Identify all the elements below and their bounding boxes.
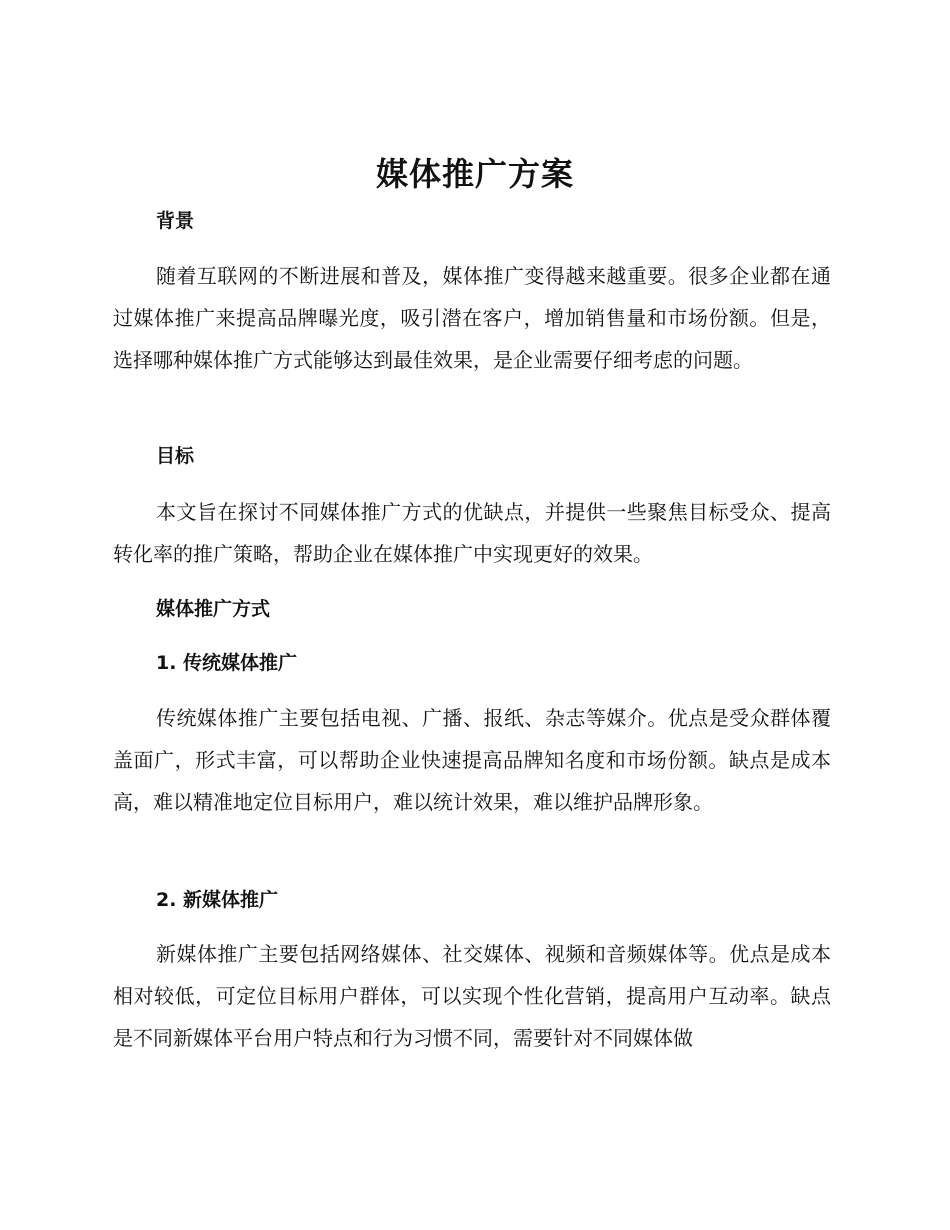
heading-new-media: 2. 新媒体推广 <box>156 889 279 911</box>
heading-traditional-media: 1. 传统媒体推广 <box>156 652 298 674</box>
paragraph-background: 随着互联网的不断进展和普及，媒体推广变得越来越重要。很多企业都在通过媒体推广来提高品牌曝光度，吸引潜在客户，增加销售量和市场份额。但是，选择哪种媒体推广方式能够达到最佳效果，是企业需要仔细考虑的问题。 <box>113 264 831 372</box>
heading-goal: 目标 <box>156 445 195 467</box>
paragraph-goal: 本文旨在探讨不同媒体推广方式的优缺点，并提供一些聚焦目标受众、提高转化率的推广策略，帮助企业在媒体推广中实现更好的效果。 <box>113 500 831 566</box>
paragraph-new-media: 新媒体推广主要包括网络媒体、社交媒体、视频和音频媒体等。优点是成本相对较低，可定位目标用户群体，可以实现个性化营销，提高用户互动率。缺点是不同新媒体平台用户特点和行为习惯不同，需要针对不同媒体做 <box>113 942 831 1050</box>
document-title: 媒体推广方案 <box>375 155 574 193</box>
heading-methods: 媒体推广方式 <box>156 598 271 620</box>
heading-background: 背景 <box>156 210 195 232</box>
paragraph-traditional-media: 传统媒体推广主要包括电视、广播、报纸、杂志等媒介。优点是受众群体覆盖面广，形式丰富，可以帮助企业快速提高品牌知名度和市场份额。缺点是成本高，难以精准地定位目标用户，难以统计效果，难以维护品牌形象。 <box>113 706 831 814</box>
